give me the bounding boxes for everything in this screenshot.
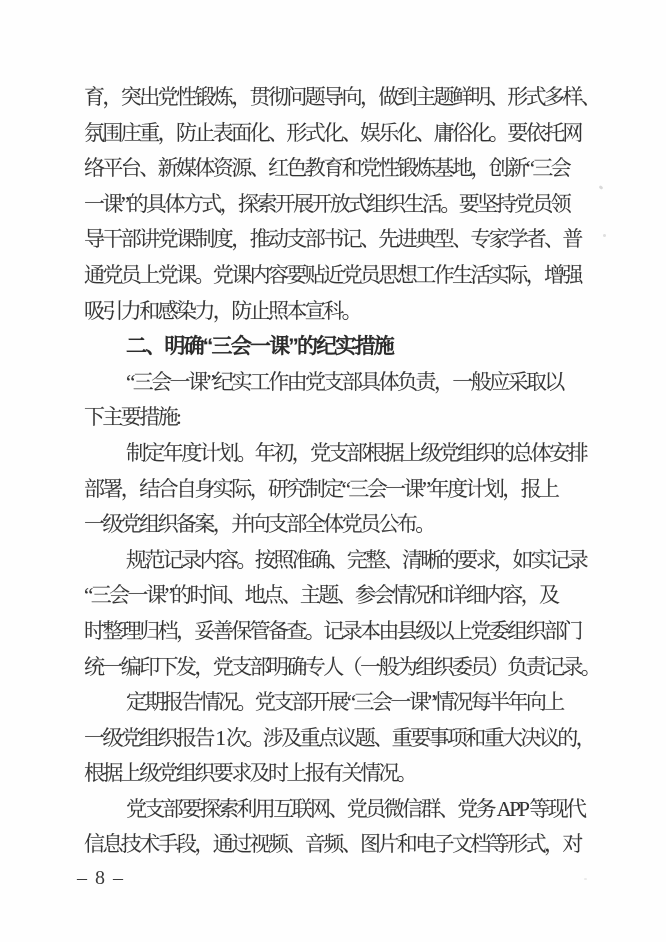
scan-speck: [584, 878, 587, 880]
text-line: 育，突出党性锻炼，贯彻问题导向，做到主题鲜明、形式多样、: [84, 85, 600, 109]
text-line: 导干部讲党课制度，推动支部书记、先进典型、专家学者、普: [84, 227, 581, 252]
text-line: 下主要措施:: [84, 405, 180, 430]
text-line: 制定年度计划。年初，党支部根据上级党组织的总体安排: [126, 440, 586, 465]
text-line: 一级党组织报告 1 次。涉及重点议题、重要事项和重大决议的，: [84, 725, 594, 750]
text-line: 根据上级党组织要求及时上报有关情况。: [84, 761, 416, 786]
text-line: 吸引力和感染力，防止照本宣科。: [84, 298, 360, 323]
text-line: 定期报告情况。党支部开展“三会一课”情况每半年向上: [126, 690, 563, 715]
text-line: 党支部要探索利用互联网、党员微信群、党务 APP 等现代: [126, 796, 585, 821]
document-body: [84, 80, 604, 863]
section-heading: 二、明确“三会一课”的纪实措施: [126, 335, 393, 359]
text-line: “三会一课”纪实工作由党支部具体负责，一般应采取以: [126, 369, 563, 394]
text-line: 信息技术手段，通过视频、音频、图片和电子文档等形式，对: [84, 832, 581, 857]
text-line: 一级党组织备案，并向支部全体党员公布。: [84, 512, 434, 537]
text-line: 规范记录内容。按照准确、完整、清晰的要求，如实记录: [126, 547, 586, 572]
text-line: 部署，结合自身实际，研究制定“三会一课”年度计划，报上: [84, 476, 558, 501]
text-line: 统一编印下发，党支部明确专人（一般为组织委员）负责记录。: [84, 654, 600, 679]
text-line: 氛围庄重，防止表面化、形式化、娱乐化、庸俗化。要依托网: [84, 120, 581, 145]
text-line: 一课”的具体方式，探索开展开放式组织生活。要坚持党员领: [84, 191, 570, 216]
text-line: 络平台、新媒体资源、红色教育和党性锻炼基地，创新“三会: [84, 156, 570, 181]
text-line: 时整理归档，妥善保管备查。记录本由县级以上党委组织部门: [84, 618, 581, 643]
text-line: “三会一课”的时间、地点、主题、参会情况和详细内容，及: [84, 583, 558, 608]
text-line: 通党员上党课。党课内容要贴近党员思想工作生活实际，增强: [84, 262, 581, 287]
page-number: – 8 –: [77, 867, 125, 889]
scan-speck: [603, 234, 606, 237]
